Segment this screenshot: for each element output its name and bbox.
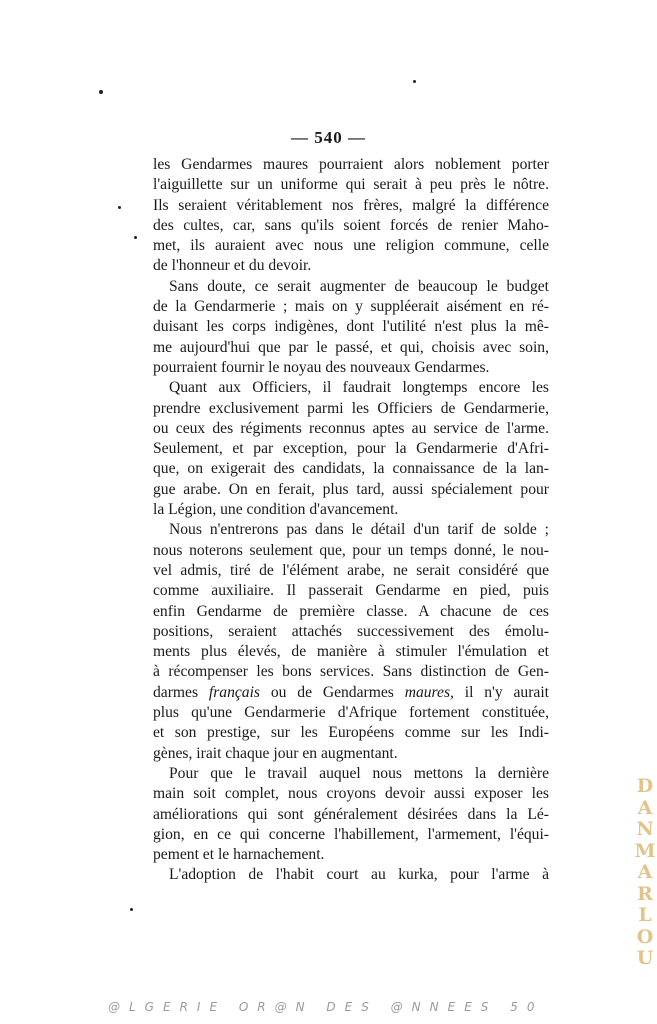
line-text: des cultes, car, sans qu'ils soient forcés de renier Maho- bbox=[153, 216, 549, 234]
line-text: Sans doute, ce serait augmenter de beaucoup le budget bbox=[169, 277, 549, 295]
text-line bbox=[153, 683, 549, 703]
scan-speck bbox=[134, 236, 137, 239]
line-text: L'adoption de l'habit court au kurka, pour l'arme à bbox=[169, 866, 549, 884]
text-line bbox=[153, 520, 549, 540]
text-line bbox=[153, 317, 549, 337]
line-text: à récompenser les bons services. Sans distinction de Gen- bbox=[153, 663, 549, 681]
line-text: duisant les corps indigènes, dont l'utilité n'est plus la mê- bbox=[153, 318, 549, 336]
text-line bbox=[153, 439, 549, 459]
text-line bbox=[153, 622, 549, 642]
text-line bbox=[153, 175, 549, 195]
line-text: pourraient fournir le noyau des nouveaux Gendarmes. bbox=[153, 358, 490, 376]
text-line bbox=[153, 216, 549, 236]
text-line bbox=[153, 399, 549, 419]
text-line bbox=[153, 805, 549, 825]
body-text bbox=[153, 155, 549, 886]
line-text: vel admis, tiré de l'élément arabe, ne serait considéré que bbox=[153, 561, 549, 579]
line-text: me aujourd'hui que par le passé, et qui, choisis avec soin, bbox=[153, 338, 549, 356]
side-watermark bbox=[634, 776, 656, 970]
text-line bbox=[153, 642, 549, 662]
text-line bbox=[153, 602, 549, 622]
text-line bbox=[153, 155, 549, 175]
text-line bbox=[153, 744, 549, 764]
bottom-watermark: @LGERIE OR@N DES @NNEES 50 bbox=[108, 1000, 544, 1014]
text-line bbox=[153, 581, 549, 601]
watermark-letter: L bbox=[638, 904, 652, 926]
line-text: Quant aux Officiers, il faudrait longtemps encore les bbox=[169, 379, 549, 397]
line-text: que, on exigerait des candidats, la connaissance de la lan- bbox=[153, 460, 549, 478]
page-number: — 540 — bbox=[291, 128, 366, 147]
line-text: nous noterons seulement que, pour un temps donné, le nou- bbox=[153, 541, 549, 559]
line-text: enfin Gendarme de première classe. A chacune de ces bbox=[153, 602, 549, 620]
line-text: ou ceux des régiments reconnus aptes au service de l'arme. bbox=[153, 419, 549, 437]
line-text: améliorations qui sont généralement désirées dans la Lé- bbox=[153, 805, 549, 823]
scan-speck bbox=[130, 908, 133, 911]
text-line bbox=[153, 500, 549, 520]
text-line bbox=[153, 459, 549, 479]
line-text: positions, seraient attachés successivement des émolu- bbox=[153, 622, 549, 640]
line-text: l'aiguillette sur un uniforme qui serait à peu près le nôtre. bbox=[153, 176, 549, 194]
text-line bbox=[153, 703, 549, 723]
line-text: gènes, irait chaque jour en augmentant. bbox=[153, 744, 398, 762]
line-text: de la Gendarmerie ; mais on y suppléerait aisément en ré- bbox=[153, 298, 549, 316]
text-line bbox=[153, 865, 549, 885]
italic-word: français bbox=[208, 683, 260, 701]
scan-speck bbox=[413, 80, 416, 83]
text-line bbox=[153, 845, 549, 865]
text-line bbox=[153, 378, 549, 398]
line-text: plus qu'une Gendarmerie d'Afrique fortement constituée, bbox=[153, 704, 549, 722]
text-line bbox=[153, 825, 549, 845]
line-text: Pour que le travail auquel nous mettons la dernière bbox=[169, 764, 549, 782]
watermark-letter: A bbox=[637, 796, 653, 819]
text-line bbox=[153, 784, 549, 804]
text-line bbox=[153, 541, 549, 561]
line-text: main soit complet, nous croyons devoir aussi exposer les bbox=[153, 785, 549, 803]
line-text: les Gendarmes maures pourraient alors noblement porter bbox=[153, 156, 549, 173]
text-line bbox=[153, 480, 549, 500]
line-text: la Légion, une condition d'avancement. bbox=[153, 501, 399, 519]
line-text: gion, en ce qui concerne l'habillement, l'armement, l'équi- bbox=[153, 825, 549, 843]
line-text: met, ils auraient avec nous une religion commune, celle bbox=[153, 237, 549, 255]
line-text: et son prestige, sur les Européens comme sur les Indi- bbox=[153, 724, 549, 742]
text-line bbox=[153, 662, 549, 682]
text-line bbox=[153, 256, 549, 276]
line-text: ments plus élevés, de manière à stimuler l'émulation et bbox=[153, 643, 549, 661]
line-text: de l'honneur et du devoir. bbox=[153, 257, 312, 275]
line-text: darmes bbox=[153, 683, 199, 701]
watermark-letter: M bbox=[634, 839, 656, 862]
text-line bbox=[153, 297, 549, 317]
italic-word: maures, bbox=[404, 683, 454, 701]
line-text: il n'y aurait bbox=[464, 683, 549, 701]
text-line bbox=[153, 419, 549, 439]
line-text: gue arabe. On en ferait, plus tard, aussi spécialement pour bbox=[153, 480, 549, 498]
watermark-letter: O bbox=[636, 925, 654, 948]
line-text: comme auxiliaire. Il passerait Gendarme en pied, puis bbox=[153, 582, 549, 600]
text-line bbox=[153, 764, 549, 784]
text-line bbox=[153, 196, 549, 216]
line-text: ou de Gendarmes bbox=[270, 683, 394, 701]
watermark-letter: R bbox=[637, 882, 653, 905]
text-line bbox=[153, 236, 549, 256]
line-text: Ils seraient véritablement nos frères, malgré la différence bbox=[153, 196, 549, 214]
watermark-letter: D bbox=[636, 775, 654, 797]
text-line bbox=[153, 277, 549, 297]
text-line bbox=[153, 723, 549, 743]
scan-speck bbox=[118, 206, 121, 209]
watermark-letter: N bbox=[636, 818, 654, 840]
line-text: Nous n'entrerons pas dans le détail d'un tarif de solde ; bbox=[169, 521, 549, 539]
line-text: pement et le harnachement. bbox=[153, 846, 325, 864]
text-line bbox=[153, 561, 549, 581]
line-text: prendre exclusivement parmi les Officiers de Gendarmerie, bbox=[153, 399, 549, 417]
scan-speck bbox=[99, 90, 103, 94]
watermark-letter: A bbox=[637, 861, 653, 883]
text-line bbox=[153, 338, 549, 358]
watermark-letter: U bbox=[636, 947, 654, 969]
line-text: Seulement, et par exception, pour la Gendarmerie d'Afri- bbox=[153, 440, 549, 458]
text-line bbox=[153, 358, 549, 378]
